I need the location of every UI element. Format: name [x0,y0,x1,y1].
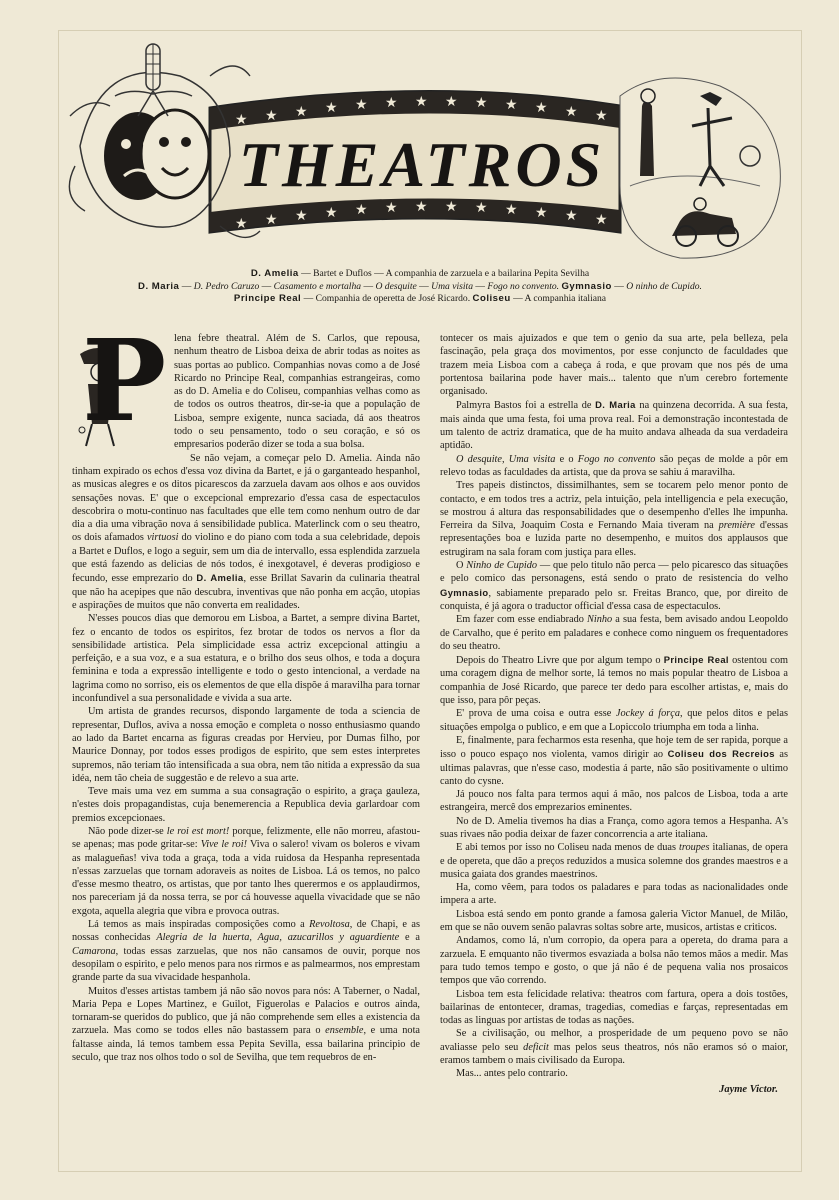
italic-term: O ninho de Cupido. [626,280,702,292]
italic-term: Fogo no convento. [487,280,560,292]
svg-text:★: ★ [475,96,488,111]
svg-text:★: ★ [355,98,368,113]
italic-term: troupes [678,842,710,854]
svg-text:★: ★ [595,213,608,228]
italic-term: Casamento e mortalha [273,280,362,292]
svg-text:★: ★ [355,203,368,218]
issue-summary [70,268,770,306]
bold-term: Principe Real [233,293,302,304]
drop-cap-illustration [68,316,167,452]
svg-text:★: ★ [565,209,578,224]
italic-term: O desquite, Uma visita [456,453,556,465]
article-paragraph: O Ninho de Cupido — que pelo titulo não perca — pelo picaresco das situações e pelo comico das personagens, está sendo o prato de resistencia do velho Gymnasio, sabiamente preparado pelo sr. Freitas Branco, que, por direito de conquista, é já agora o traductor official d'essa casa de espectaculos. [440,560,788,612]
italic-term: Ninho de Cupido [466,560,538,572]
masthead-illustration [60,36,790,268]
italic-term: Jockey á força [615,708,681,720]
svg-text:★: ★ [385,96,398,111]
bold-term: Coliseu [472,293,511,304]
summary-line-3: Principe Real — Companhia de operetta de José Ricardo. Coliseu — A companhia italiana [233,293,607,304]
svg-text:★: ★ [295,209,308,224]
svg-text:★: ★ [235,113,248,128]
article-column-left [72,316,421,1064]
bold-term: D. Amelia [196,572,244,584]
article-paragraph: Muitos d'esses artistas tambem já não são novos para nós: A Taberner, o Nadal, Maria Pepa e Lopes Martinez, e Guilot, Figuerolas e Palacios e outros ainda, tornaram-se queridos do publico, que já não comprehende sem elles a existencia da zarzuela. Mas como se todos elles não bastassem para o ensemble, e uma nota faltasse ainda, lá temos tambem essa Pepita Sevilla, essa bailarina principio de seculo, que traz nos olhos todo o sol de Sevilha, que tem requebros de en- [72,985,420,1064]
svg-text:★: ★ [445,95,458,110]
italic-term: première [718,520,755,532]
article-paragraph: Tres papeis distinctos, dissimilhantes, sem se tocarem pelo menor ponto de contacto, e em todos tres a actriz, pela intuição, pela intelligencia e pela execução, se mostrou á altura das responsabilidades que o desempenho d'elles lhe impunha. Ferreira da Silva, Joaquim Costa e Fernando Maia tiveram na première d'essas representações boa e luzida parte no desempenho, e muitos dos applausos que estrugiram na sala foram com justiça para elles. [440,480,788,558]
article-paragraph: E abi temos por isso no Coliseu nada menos de duas troupes italianas, de opera e de opereta, que dão a preços reduzidos a musica solemne dos grandes maestros e a musica gaiata dos grandes maestrinos. [440,842,788,880]
bold-term: D. Amelia [250,268,299,279]
svg-text:★: ★ [475,201,488,216]
svg-text:★: ★ [505,98,518,113]
article-paragraph: Mas... antes pelo contrario. [456,1068,568,1080]
article-paragraph: Ha, como vêem, para todos os paladares e para todas as nacionalidades onde impera a arte. [440,882,788,907]
svg-text:★: ★ [265,213,278,228]
italic-term: Uma visita [431,280,473,292]
summary-line-2: D. Maria — D. Pedro Caruzo — Casamento e mortalha — O desquite — Uma visita — Fogo no convento. Gymnasio — O ninho de Cupido. [138,280,702,292]
bold-term: Coliseu dos Recreios [667,748,775,760]
author-signature: Jayme Victor. [719,1083,778,1095]
article-paragraph: Depois do Theatro Livre que por algum tempo o Principe Real ostentou com uma coragem digna de melhor sorte, lá temos no mais popular theatro de Lisboa a companhia de José Ricardo, que parece ter dedo para escolher artistas, e, mais do que isso, para pôr peças. [440,654,788,707]
svg-text:★: ★ [385,201,398,216]
article-paragraph: Se a civilisação, ou melhor, a prosperidade de um pequeno povo se não avaliasse pelo seu deficit mas pelos seus theatros, nós não eramos só o maior, eramos tambem o mais civilisado da Europa. [440,1028,789,1067]
article-paragraph: lena febre theatral. Além de S. Carlos, que repousa, nenhum theatro de Lisboa deixa de abrir todas as noites as suas portas ao publico. Companhias novas como a de José Ricardo no Principe Real, companhias estrangeiras, como as do D. Amelia e do Coliseu, companhias velhas como as de todos os outros theatros, dir-se-ia que a população de Lisboa, sempre exigente, nunca saciada, dá aos theatros todo o seu pensamento, todo o seu coração, e só os empresarios poderão dizer se toda a sua bolsa. [174,333,420,451]
article-paragraph: Lá temos as mais inspiradas composições como a Revoltosa, de Chapi, e as nossas conhecidas Alegria de la huerta, Agua, azucarillos y aguardiente e a Camarona, todas essas zarzuelas, que nos não cansamos de ouvir, porque nos desopilam o espirito, e pelo menos para nos rirmos e as palmearmos, nos emprestam grande parte da sua vivacidade hespanhola. [72,919,421,984]
drop-cap-letter: P [82,316,167,447]
bold-term: Principe Real [663,654,729,666]
article-paragraph: Palmyra Bastos foi a estrella de D. Maria na quinzena decorrida. A sua festa, mais ainda que uma festa, foi uma prova real. Foi a demonstração incontestada de um talento de actriz dramatica, que de ha muito andava alheada da sua verdadeira aptidão. [440,399,788,452]
italic-term: Vive le roi! [200,839,247,851]
article-paragraph: E' prova de uma coisa e outra esse Jockey á força, que pelos ditos e pelas situações empolga o publico, e em que a Lopiccolo triumpha em toda a linha. [440,708,788,733]
masthead-drawing [60,36,790,268]
svg-text:★: ★ [325,101,338,116]
italic-term: Camarona [72,945,116,957]
article-paragraph: Não pode dizer-se le roi est mort! porque, felizmente, elle não morreu, afastou-se apenas; mas pode gritar-se: Vive le roi! Viva o salero! vivam os boleros e vivam as malagueñas! viva toda a graça, toda a vida ruidosa da Hespanha representada n'essas zarzuelas que tornam adoraveis as noites de Lisboa. Lá os temos, no palco d'esse mesmo theatro, os artistas, que por tanto lhes querermos e os applaudirmos, nos pareceriam já da nossa terra, se por cá houvesse aquella vivacidade que se não exgota, aquella alegria que vibra e provoca outras. [72,825,421,917]
italic-term: Ninho [587,614,613,626]
article-paragraph: Já pouco nos falta para termos aqui á mão, nos palcos de Lisboa, toda a arte estrangeira, mercê dos emprezarios eminentes. [440,789,788,814]
article-column-right [440,332,788,1096]
italic-term: Fogo no convento [577,453,656,465]
right-column-paragraphs [440,332,788,1081]
svg-text:★: ★ [235,217,248,232]
article-paragraph: Em fazer com esse endiabrado Ninho a sua festa, bem avisado andou Leopoldo de Carvalho, que é perito em paladares e conhece como ninguem os frequentadores do seu theatro. [440,614,788,652]
bold-term: Gymnasio [440,586,489,598]
italic-term: D. Pedro Caruzo [193,280,260,292]
article-paragraph: O desquite, Uma visita e o Fogo no convento são peças de molde a pôr em relevo todas as faculdades da artista, que da prova se sahiu á maravilha. [440,453,788,478]
svg-text:★: ★ [505,203,518,218]
article-paragraph: Lisboa está sendo em ponto grande a famosa galeria Victor Manuel, de Milão, em que se não ouvem senão palavras soltas sobre arte, musicos, artistas e criticos. [440,908,788,934]
bold-term: D. Maria [138,280,180,292]
article-paragraph: N'esses poucos dias que demorou em Lisboa, a Bartet, a sempre divina Bartet, fez o encanto de todos os espiritos, fez brotar de todos os nervos a flor da sensibilidade artistica. Pela simplicidade essa actriz excepcional attingiu a perfeição, e a sua voz, e a sua estatura, e o brilho dos seus olhos, e toda a doçura feminina e toda a expressão intelligente e todo o gesto intencional, a verdade na lagrima como no sorriso, eis os elementos de que ella dispõe á maravilha para tornar inconfundivel a sua personalidade e vivida a sua arte. [72,613,420,705]
article-paragraph: tontecer os mais ajuizados e que tem o genio da sua arte, pela belleza, pela fascinação, pela graça dos movimentos, por esse conjuncto de faculdades que trazem meia Lisboa com a cabeça á roda, e que provam que nos pés de uma portentosa bailarina pode haver mais... talento que n'um cerebro fortemente organisado. [440,333,788,398]
svg-text:★: ★ [415,200,428,215]
italic-term: ensemble [325,1025,364,1037]
article-paragraph: Lisboa tem esta felicidade relativa: theatros com fartura, opera a dois tostões, bailarinas de entontecer, dramas, tragedias, comedias e farças, representadas em todas as linguas por artistas de todas as nações. [440,988,788,1027]
svg-text:★: ★ [445,200,458,215]
svg-text:★: ★ [265,109,278,124]
stage-scene-vignette [620,78,780,258]
article-paragraph: No de D. Amelia tivemos ha dias a França, como agora temos a Hespanha. A's suas rivaes não podia deixar de fazer concorrencia a arte italiana. [440,815,788,840]
bold-term: Gymnasio [561,280,612,292]
svg-text:★: ★ [325,206,338,221]
italic-term: le roi est mort! [166,825,230,837]
article-paragraph: Um artista de grandes recursos, dispondo largamente de toda a sciencia de representar, Duflos, aviva a nossa emoção e completa o nosso enthusiasmo quando ao lado da Bartet encarna as figuras creadas por Hervieu, por Dumas filho, por Maurice Donnay, por todos esses prodigos de espirito, que sem estes interpretes supremos, não teriam tão intensificada a sua obra, nem tão nitida a expressão da sua idéa, nem tão cheia de suggestão e de relevo a sua arte. [72,706,420,784]
italic-term: deficit [523,1041,549,1053]
svg-text:★: ★ [535,206,548,221]
article-paragraph: Se não vejam, a começar pelo D. Amelia. Ainda não tinham expirado os echos d'essa voz divina da Bartet, e já o garganteado hespanhol, as musicas alegres e os ditos picarescos da zarzuela davam aos olhos e aos ouvidos sensações novas. E' que o excepcional emprezario d'essa casa de espectaculos descobrira o motu-continuo nas facultades que elle tem como nenhum outro de dar dia a dia uma vibração nova á sensibilidade publica. Materlinck com o seu theatro, os dois afamados virtuosi do violino e do piano com toda a sua celebridade, depois a Bartet e Duflos, e logo a seguir, sem um dia de intervallo, essa esplendida zarzuela que está fazendo as delicias de nós todos, é inexgotavel, é deveras prodigioso e fecundo, esse emprezario do D. Amelia, esse Brillat Savarin da culinaria theatral que não ha acepipes que não descubra, inventivas que não ponha em acção, utopias e aspirações de muitos que não converta em realidades. [72,452,421,611]
svg-text:★: ★ [535,101,548,116]
svg-text:★: ★ [595,109,608,124]
italic-term: Alegria de la huerta, Agua, azucarillos y aguardiente [156,932,400,944]
svg-text:★: ★ [565,105,578,120]
article-paragraph: E, finalmente, para fecharmos esta resenha, que hoje tem de ser rapida, porque a isso o pouco espaço nos violenta, vamos dirigir ao Coliseu dos Recreios as ultimas palavras, que n'esse caso, modestia á parte, não são positivamente o ultimo canto do cysne. [440,734,789,787]
italic-term: Revoltosa [309,919,350,931]
bold-term: D. Maria [595,399,636,411]
italic-term: O desquite [375,280,417,292]
masthead-title: THEATROS [238,129,606,200]
article-paragraph: Andamos, como lá, n'um corropio, da opera para a opereta, do drama para a zarzuela. E emquanto não tivermos esvaziada a bolsa não temos mãos a medir. Mas para tudo temos tempo e gosto, o que já não é de pequena valia nos prosaicos tempos que vão correndo. [440,935,788,987]
svg-text:★: ★ [415,95,428,110]
svg-text:★: ★ [295,105,308,120]
summary-line-1: D. Amelia — Bartet e Duflos — A companhia de zarzuela e a bailarina Pepita Sevilha [250,268,590,279]
italic-term: virtuosi [146,532,179,544]
article-paragraph: Teve mais uma vez em summa a sua consagração o espirito, a graça gauleza, n'estes dois propagandistas, cuja benemerencia a Republica devia garlardoar com premios excepcionaes. [72,786,420,824]
